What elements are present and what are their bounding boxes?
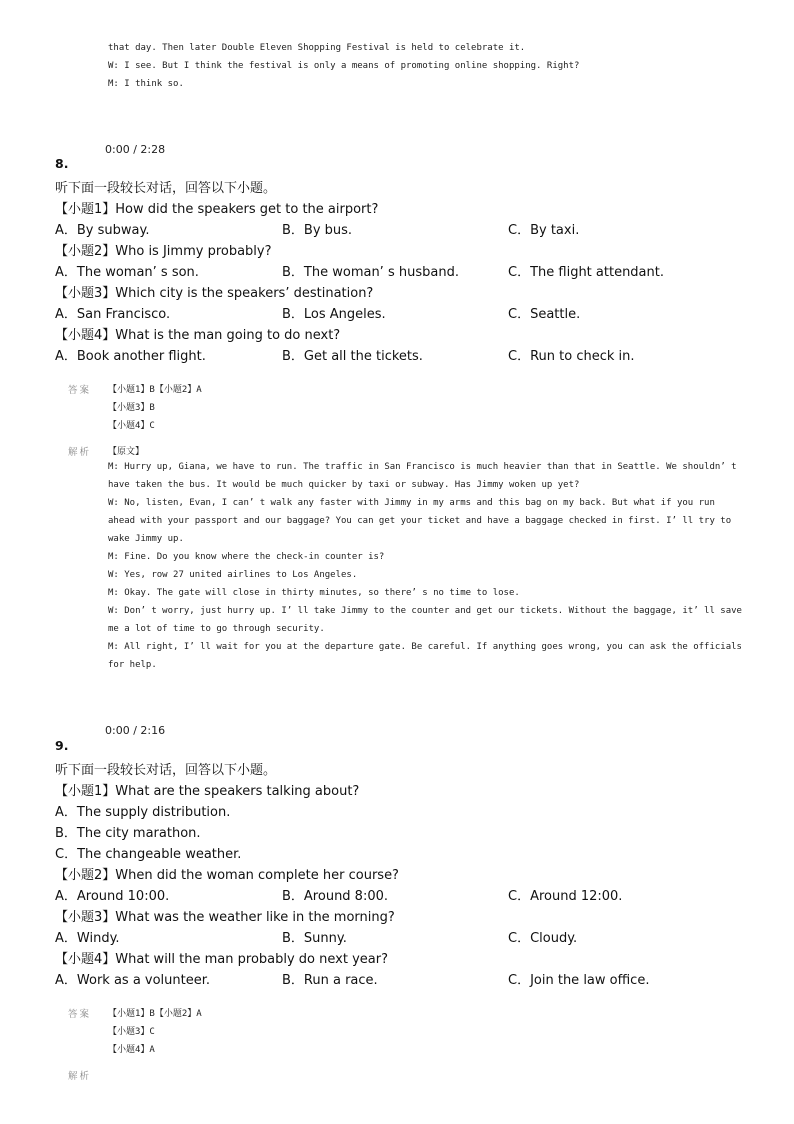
option-b: B．Get all the tickets.: [282, 349, 423, 364]
option-a: A．The woman’ s son.: [55, 265, 199, 280]
option-c: C．Join the law office.: [508, 973, 650, 988]
analysis-label: 解析: [68, 1071, 92, 1082]
audio-player-time[interactable]: 0:00 / 2:28: [105, 143, 166, 156]
dialogue-line: that day. Then later Double Eleven Shopping Festival is held to celebrate it.: [108, 43, 526, 53]
sub-question-1: 【小题1】How did the speakers get to the airport?: [55, 202, 379, 217]
option-b: B．Run a race.: [282, 973, 378, 988]
option-a: A．By subway.: [55, 223, 150, 238]
option-a: A．The supply distribution.: [55, 805, 231, 820]
option-a: A．Work as a volunteer.: [55, 973, 211, 988]
transcript-line: ahead with your passport and our baggage? You can get your ticket and have a baggage checked in first. I’ ll try to: [108, 516, 732, 526]
transcript-line: me a lot of time to go through security.: [108, 624, 325, 634]
transcript-line: have taken the bus. It would be much quicker by taxi or subway. Has Jimmy woken up yet?: [108, 480, 580, 490]
sub-question-4: 【小题4】What is the man going to do next?: [55, 328, 341, 343]
question-number: 9.: [55, 738, 69, 753]
transcript-line: wake Jimmy up.: [108, 534, 184, 544]
option-c: C．The flight attendant.: [508, 265, 664, 280]
answer-line: 【小题1】B【小题2】A: [108, 1009, 202, 1019]
transcript-line: M: All right, I’ ll wait for you at the departure gate. Be careful. If anything goes wrong, you can ask the officials: [108, 642, 742, 652]
option-b: B．Los Angeles.: [282, 307, 386, 322]
sub-question-1: 【小题1】What are the speakers talking about?: [55, 784, 360, 799]
option-b: B．The city marathon.: [55, 826, 201, 841]
question-number: 8.: [55, 156, 69, 171]
option-a: A．San Francisco.: [55, 307, 171, 322]
option-b: B．Sunny.: [282, 931, 347, 946]
question-instruction: 听下面一段较长对话，回答以下小题。: [55, 763, 277, 778]
question-instruction: 听下面一段较长对话，回答以下小题。: [55, 181, 277, 196]
option-c: C．Run to check in.: [508, 349, 635, 364]
answer-line: 【小题3】B: [108, 403, 155, 413]
option-a: A．Book another flight.: [55, 349, 206, 364]
transcript-line: M: Fine. Do you know where the check-in counter is?: [108, 552, 385, 562]
sub-question-3: 【小题3】What was the weather like in the morning?: [55, 910, 395, 925]
transcript-line: W: No, listen, Evan, I can’ t walk any faster with Jimmy in my arms and this bag on my back. But what if you run: [108, 498, 715, 508]
answer-line: 【小题4】C: [108, 421, 155, 431]
transcript-line: 【原文】: [108, 447, 145, 457]
option-a: A．Windy.: [55, 931, 120, 946]
option-c: C．Cloudy.: [508, 931, 578, 946]
option-c: C．Around 12:00.: [508, 889, 623, 904]
option-c: C．Seattle.: [508, 307, 581, 322]
sub-question-2: 【小题2】Who is Jimmy probably?: [55, 244, 272, 259]
transcript-line: M: Hurry up, Giana, we have to run. The traffic in San Francisco is much heavier than that in Seattle. We shouldn’ t: [108, 462, 737, 472]
option-b: B．By bus.: [282, 223, 353, 238]
transcript-line: for help.: [108, 660, 157, 670]
answer-line: 【小题1】B【小题2】A: [108, 385, 202, 395]
option-a: A．Around 10:00.: [55, 889, 170, 904]
transcript-line: W: Don’ t worry, just hurry up. I’ ll take Jimmy to the counter and get our tickets. Without the baggage, it’ ll save: [108, 606, 742, 616]
dialogue-line: M: I think so.: [108, 79, 184, 89]
option-b: B．Around 8:00.: [282, 889, 389, 904]
audio-player-time[interactable]: 0:00 / 2:16: [105, 724, 166, 737]
transcript-line: M: Okay. The gate will close in thirty minutes, so there’ s no time to lose.: [108, 588, 520, 598]
option-b: B．The woman’ s husband.: [282, 265, 459, 280]
answer-line: 【小题3】C: [108, 1027, 155, 1037]
option-c: C．The changeable weather.: [55, 847, 242, 862]
answer-line: 【小题4】A: [108, 1045, 155, 1055]
transcript-line: W: Yes, row 27 united airlines to Los Angeles.: [108, 570, 358, 580]
sub-question-4: 【小题4】What will the man probably do next year?: [55, 952, 388, 967]
dialogue-line: W: I see. But I think the festival is only a means of promoting online shopping. Right?: [108, 61, 580, 71]
sub-question-3: 【小题3】Which city is the speakers’ destination?: [55, 286, 374, 301]
sub-question-2: 【小题2】When did the woman complete her course?: [55, 868, 399, 883]
analysis-label: 解析: [68, 447, 92, 458]
answer-label: 答案: [68, 385, 92, 396]
option-c: C．By taxi.: [508, 223, 580, 238]
answer-label: 答案: [68, 1009, 92, 1020]
